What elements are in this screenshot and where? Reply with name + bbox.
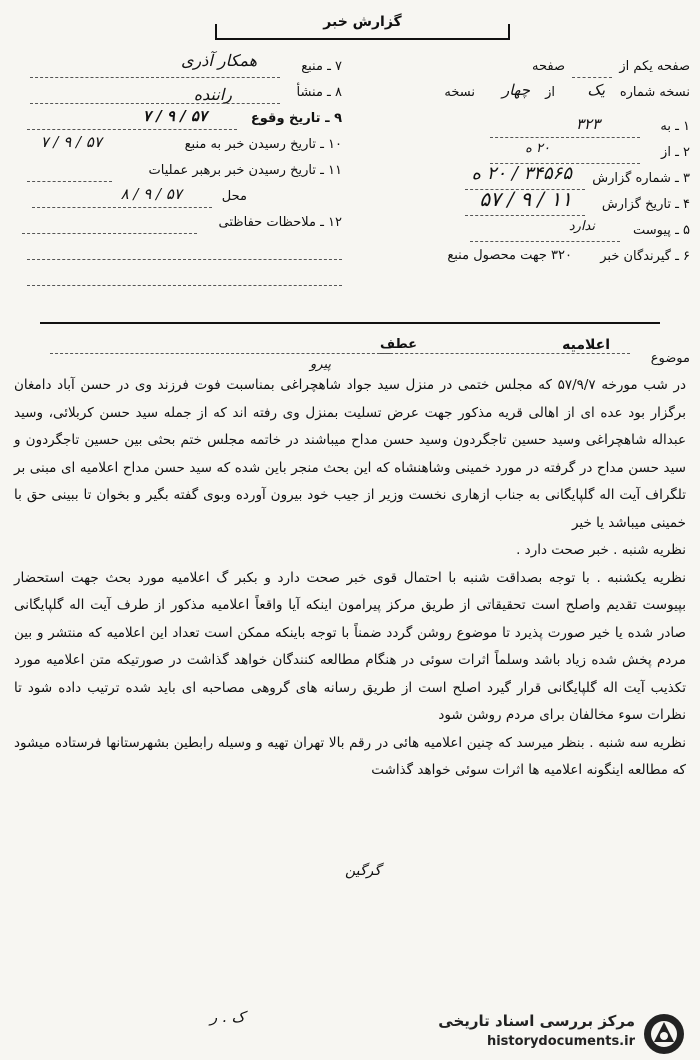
- report-paragraph-saturday: نظریه شنبه . خبر صحت دارد .: [516, 542, 686, 558]
- dash-line: [30, 103, 280, 104]
- dash-line: [50, 353, 390, 354]
- field-10-row: [12, 133, 342, 159]
- right-column: [360, 55, 690, 271]
- report-paragraph-tuesday: نظریه سه شنبه . بنظر میرسد که چنین اعلامیه هائی در رقم بالا تهران تهیه و وسیله رابطین بشهرستانها فرستاده میشود که مطالعه اینگونه اعلامیه ها اثرات سوئی خواهد گذاشت: [14, 734, 686, 778]
- signature-initials: ک . ر: [210, 1008, 245, 1026]
- field-7-value: همکار آذری: [180, 51, 257, 70]
- field-11-label: ۱۱ ـ تاریخ رسیدن خبر برهبر عملیات: [148, 163, 342, 178]
- field-7-row: [12, 51, 342, 81]
- watermark: [410, 1010, 690, 1056]
- field-3-value: ۳۴۵۶۵ / ۲۰ ه: [471, 163, 572, 184]
- copy-number-row: [360, 81, 690, 107]
- dash-line: [27, 181, 112, 182]
- archive-logo-icon: [642, 1012, 686, 1056]
- header-rule: [40, 322, 660, 324]
- field-11-value: ۵۷ / ۹ / ۸: [120, 185, 182, 203]
- subject-value: اعلامیه: [562, 337, 610, 353]
- page-title: گزارش خبر: [323, 14, 402, 30]
- page-number-row: [360, 55, 690, 81]
- report-paragraph-event: در شب مورخه ۵۷/۹/۷ که مجلس ختمی در منزل سید جواد شاهچراغی بمناسبت فوت فرزند وی در حسن آباد دامغان برگزار بود عده ای از اهالی قریه مذکور جهت عرض تسلیت بمنزل وی رفته اند که از جمله سید حسن کربلائی، وسید عبداله شاهچراغی وسید حسین تاجگردون وسید حسن مداح میباشند در خاتمه مجلس ختم بحثی بین حسین تاجگردون و سید حسن مداح در گرفته در مورد خمینی وشاهنشاه که این بحث منجر باین شده که سید حسن مداح اعلامیه ای مبنی بر تلگراف آیت اله گلپایگانی به جناب ازهاری نخست وزیر از جیب خود بیرون آورده وبوی گفته بگیر و بخوان تا ببینی حق با خمینی میباشد یا خیر: [14, 377, 686, 531]
- page-value: صفحه: [532, 59, 565, 74]
- field-4-row: [360, 187, 690, 219]
- dash-line: [27, 129, 237, 130]
- field-6-value: ۳۲۰ جهت محصول منبع: [447, 248, 572, 263]
- copy-of: از: [545, 85, 555, 100]
- field-5-value: ندارد: [568, 219, 595, 234]
- blank-row: [12, 263, 342, 289]
- field-2-value: ۲۰ ه: [525, 141, 550, 156]
- field-8-label: ۸ ـ منشأ: [296, 85, 342, 100]
- copy-value: یک: [587, 81, 605, 99]
- field-11-row: [12, 159, 342, 185]
- report-paragraph-sunday: نظریه یکشنبه . با توجه بصداقت شنبه با احتمال قوی خبر صحت دارد و بکبر گ اعلامیه مورد بحث جهت استحضار بپیوست تقدیم واصلح است تحقیقاتی از طریق مرکز پیرامون اینکه آیا واقعاً اعلامیه مذکور از طرف آیت اله گلپایگانی صادر شده یا خیر صورت پذیرد تا موضوع روشن گردد ضمناً با توجه باینکه ممکن است تعداد این اعلامیه که منتشر و بین مردم پخش شده زیاد باشد وسلماً اثرات سوئی در هنگام مطالعه کنندگان خواهد گذاشت در صورتیکه متن اعلامیه مورد تکذیب آیت اله گلپایگانی قرار گیرد اصلح است از طریق رسانه های گروهی مصاحبه ای باید شده ترتیب داده شود تا نظرات سوء مخالفان برای مردم روشن شود: [14, 569, 686, 723]
- blank-row: [12, 237, 342, 263]
- watermark-persian: مرکز بررسی اسناد تاریخی: [438, 1012, 635, 1030]
- field-8-row: [12, 81, 342, 107]
- subject-row: [10, 335, 690, 372]
- reference-value: پیرو: [310, 357, 331, 372]
- field-5-row: [360, 219, 690, 245]
- watermark-url: historydocuments.ir: [486, 1034, 635, 1049]
- field-9-row: [12, 107, 342, 133]
- field-1-value: ۳۲۳: [575, 115, 600, 133]
- field-2-label: ۲ ـ از: [661, 145, 690, 160]
- page-label: صفحه یکم از: [619, 59, 690, 74]
- field-12-label: ۱۲ ـ ملاحظات حفاظتی: [218, 215, 342, 230]
- dash-line: [32, 207, 212, 208]
- dash-line: [30, 77, 280, 78]
- report-body: [14, 372, 686, 785]
- field-10-label: ۱۰ ـ تاریخ رسیدن خبر به منبع: [184, 137, 342, 152]
- field-3-label: ۳ ـ شماره گزارش: [592, 171, 690, 186]
- dash-line: [380, 353, 630, 354]
- title-box: [215, 12, 510, 40]
- field-7-label: ۷ ـ منبع: [301, 59, 342, 74]
- field-9-value: ۵۷ / ۹ / ۷: [142, 107, 207, 125]
- field-1-row: [360, 115, 690, 141]
- field-10-value: ۵۷ / ۹ / ۷: [40, 133, 102, 151]
- left-column: [12, 51, 342, 289]
- copy-of-value: چهار: [501, 81, 530, 99]
- handwritten-note: گرگین: [345, 863, 381, 879]
- field-4-label: ۴ ـ تاریخ گزارش: [601, 197, 690, 212]
- field-1-label: ۱ ـ به: [660, 119, 690, 134]
- copy-suffix: نسخه: [444, 85, 475, 100]
- dash-line: [22, 233, 197, 234]
- field-11-place-row: [12, 185, 342, 211]
- field-8-value: راننده: [193, 85, 232, 104]
- copy-label: نسخه شماره: [619, 85, 690, 100]
- dash-line: [572, 77, 612, 78]
- field-11-sub: محل: [221, 189, 247, 204]
- subject-label: موضوع: [650, 351, 690, 366]
- dash-line: [490, 137, 640, 138]
- dash-line: [465, 215, 585, 216]
- reference-label: عطف: [380, 337, 418, 352]
- dash-line: [470, 241, 620, 242]
- field-5-label: ۵ ـ پیوست: [633, 223, 690, 238]
- field-4-value: ۱۱ / ۹ / ۵۷: [479, 187, 572, 211]
- dash-line: [27, 259, 342, 260]
- field-9-label: ۹ ـ تاریخ وقوع: [250, 111, 342, 126]
- field-6-row: [360, 245, 690, 271]
- dash-line: [27, 285, 342, 286]
- field-6-label: ۶ ـ گیرندگان خبر: [600, 249, 690, 264]
- field-12-row: [12, 211, 342, 237]
